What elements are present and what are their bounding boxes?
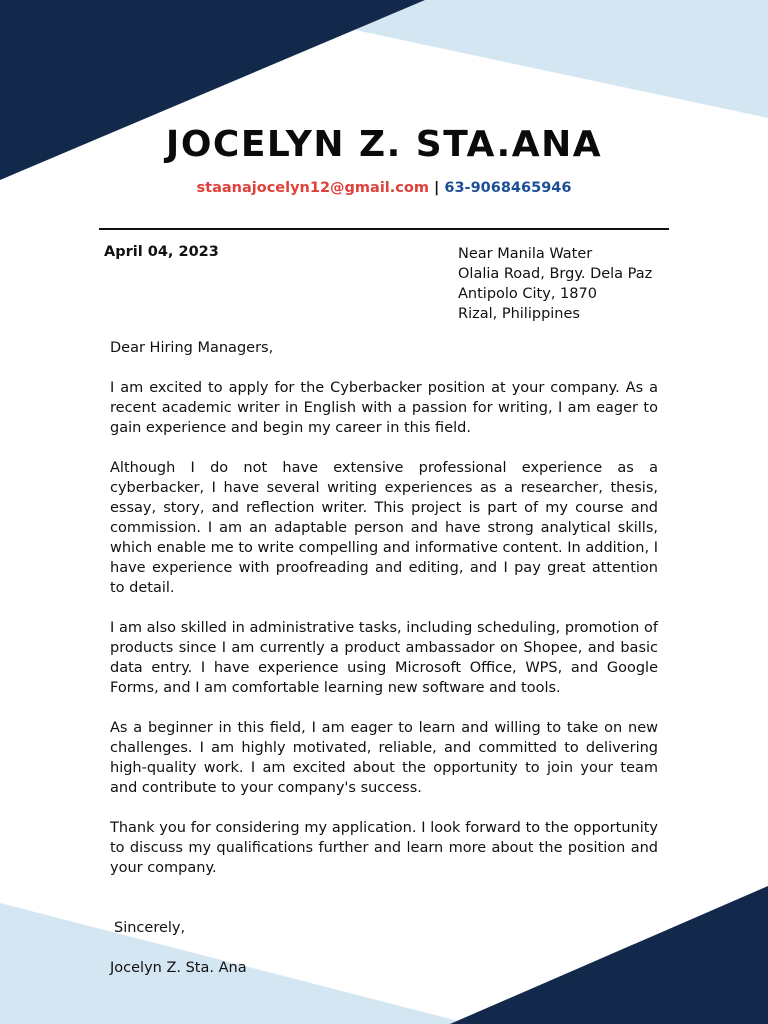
phone-number[interactable]: 63-9068465946 xyxy=(444,180,572,196)
email-address[interactable]: staanajocelyn12@gmail.com xyxy=(196,180,429,196)
letter-body xyxy=(110,338,658,898)
address-line: Near Manila Water xyxy=(458,246,593,262)
body-paragraph: As a beginner in this field, I am eager to learn and willing to take on new challenges. I am highly motivated, reliable, and committed to delivering high-quality work. I am excited about the opportunity to join your team and contribute to your company's success. xyxy=(110,720,658,796)
salutation: Dear Hiring Managers, xyxy=(110,340,274,356)
address-line: Olalia Road, Brgy. Dela Paz xyxy=(458,266,653,282)
address-line: Rizal, Philippines xyxy=(458,306,580,322)
bottom-right-navy-shape xyxy=(450,886,768,1024)
body-paragraph: I am excited to apply for the Cyberbacker position at your company. As a recent academic writer in English with a passion for writing, I am eager to gain experience and begin my career in this field. xyxy=(110,380,658,436)
header-divider xyxy=(99,228,669,230)
top-right-light-shape xyxy=(350,0,768,118)
contact-separator: | xyxy=(434,180,440,196)
signature-name: Jocelyn Z. Sta. Ana xyxy=(110,960,247,976)
body-paragraph: I am also skilled in administrative tasks, including scheduling, promotion of products since I am currently a product ambassador on Shopee, and basic data entry. I have experience using Microsoft Office, WPS, and Google Forms, and I am comfortable learning new software and tools. xyxy=(110,620,658,696)
address-line: Antipolo City, 1870 xyxy=(458,286,597,302)
body-paragraph: Although I do not have extensive professional experience as a cyberbacker, I have several writing experiences as a researcher, thesis, essay, story, and reflection writer. This project is part of my course and commission. I am an adaptable person and have strong analytical skills, which enable me to write compelling and informative content. In addition, I have experience with proofreading and editing, and I pay great attention to detail. xyxy=(110,460,658,596)
letter-date: April 04, 2023 xyxy=(104,244,219,260)
sender-address xyxy=(458,244,652,324)
closing: Sincerely, xyxy=(114,920,186,936)
contact-line xyxy=(0,180,768,196)
body-paragraph: Thank you for considering my application. I look forward to the opportunity to discuss my qualifications further and learn more about the position and your company. xyxy=(110,820,658,876)
applicant-name: JOCELYN Z. STA.ANA xyxy=(165,124,603,165)
